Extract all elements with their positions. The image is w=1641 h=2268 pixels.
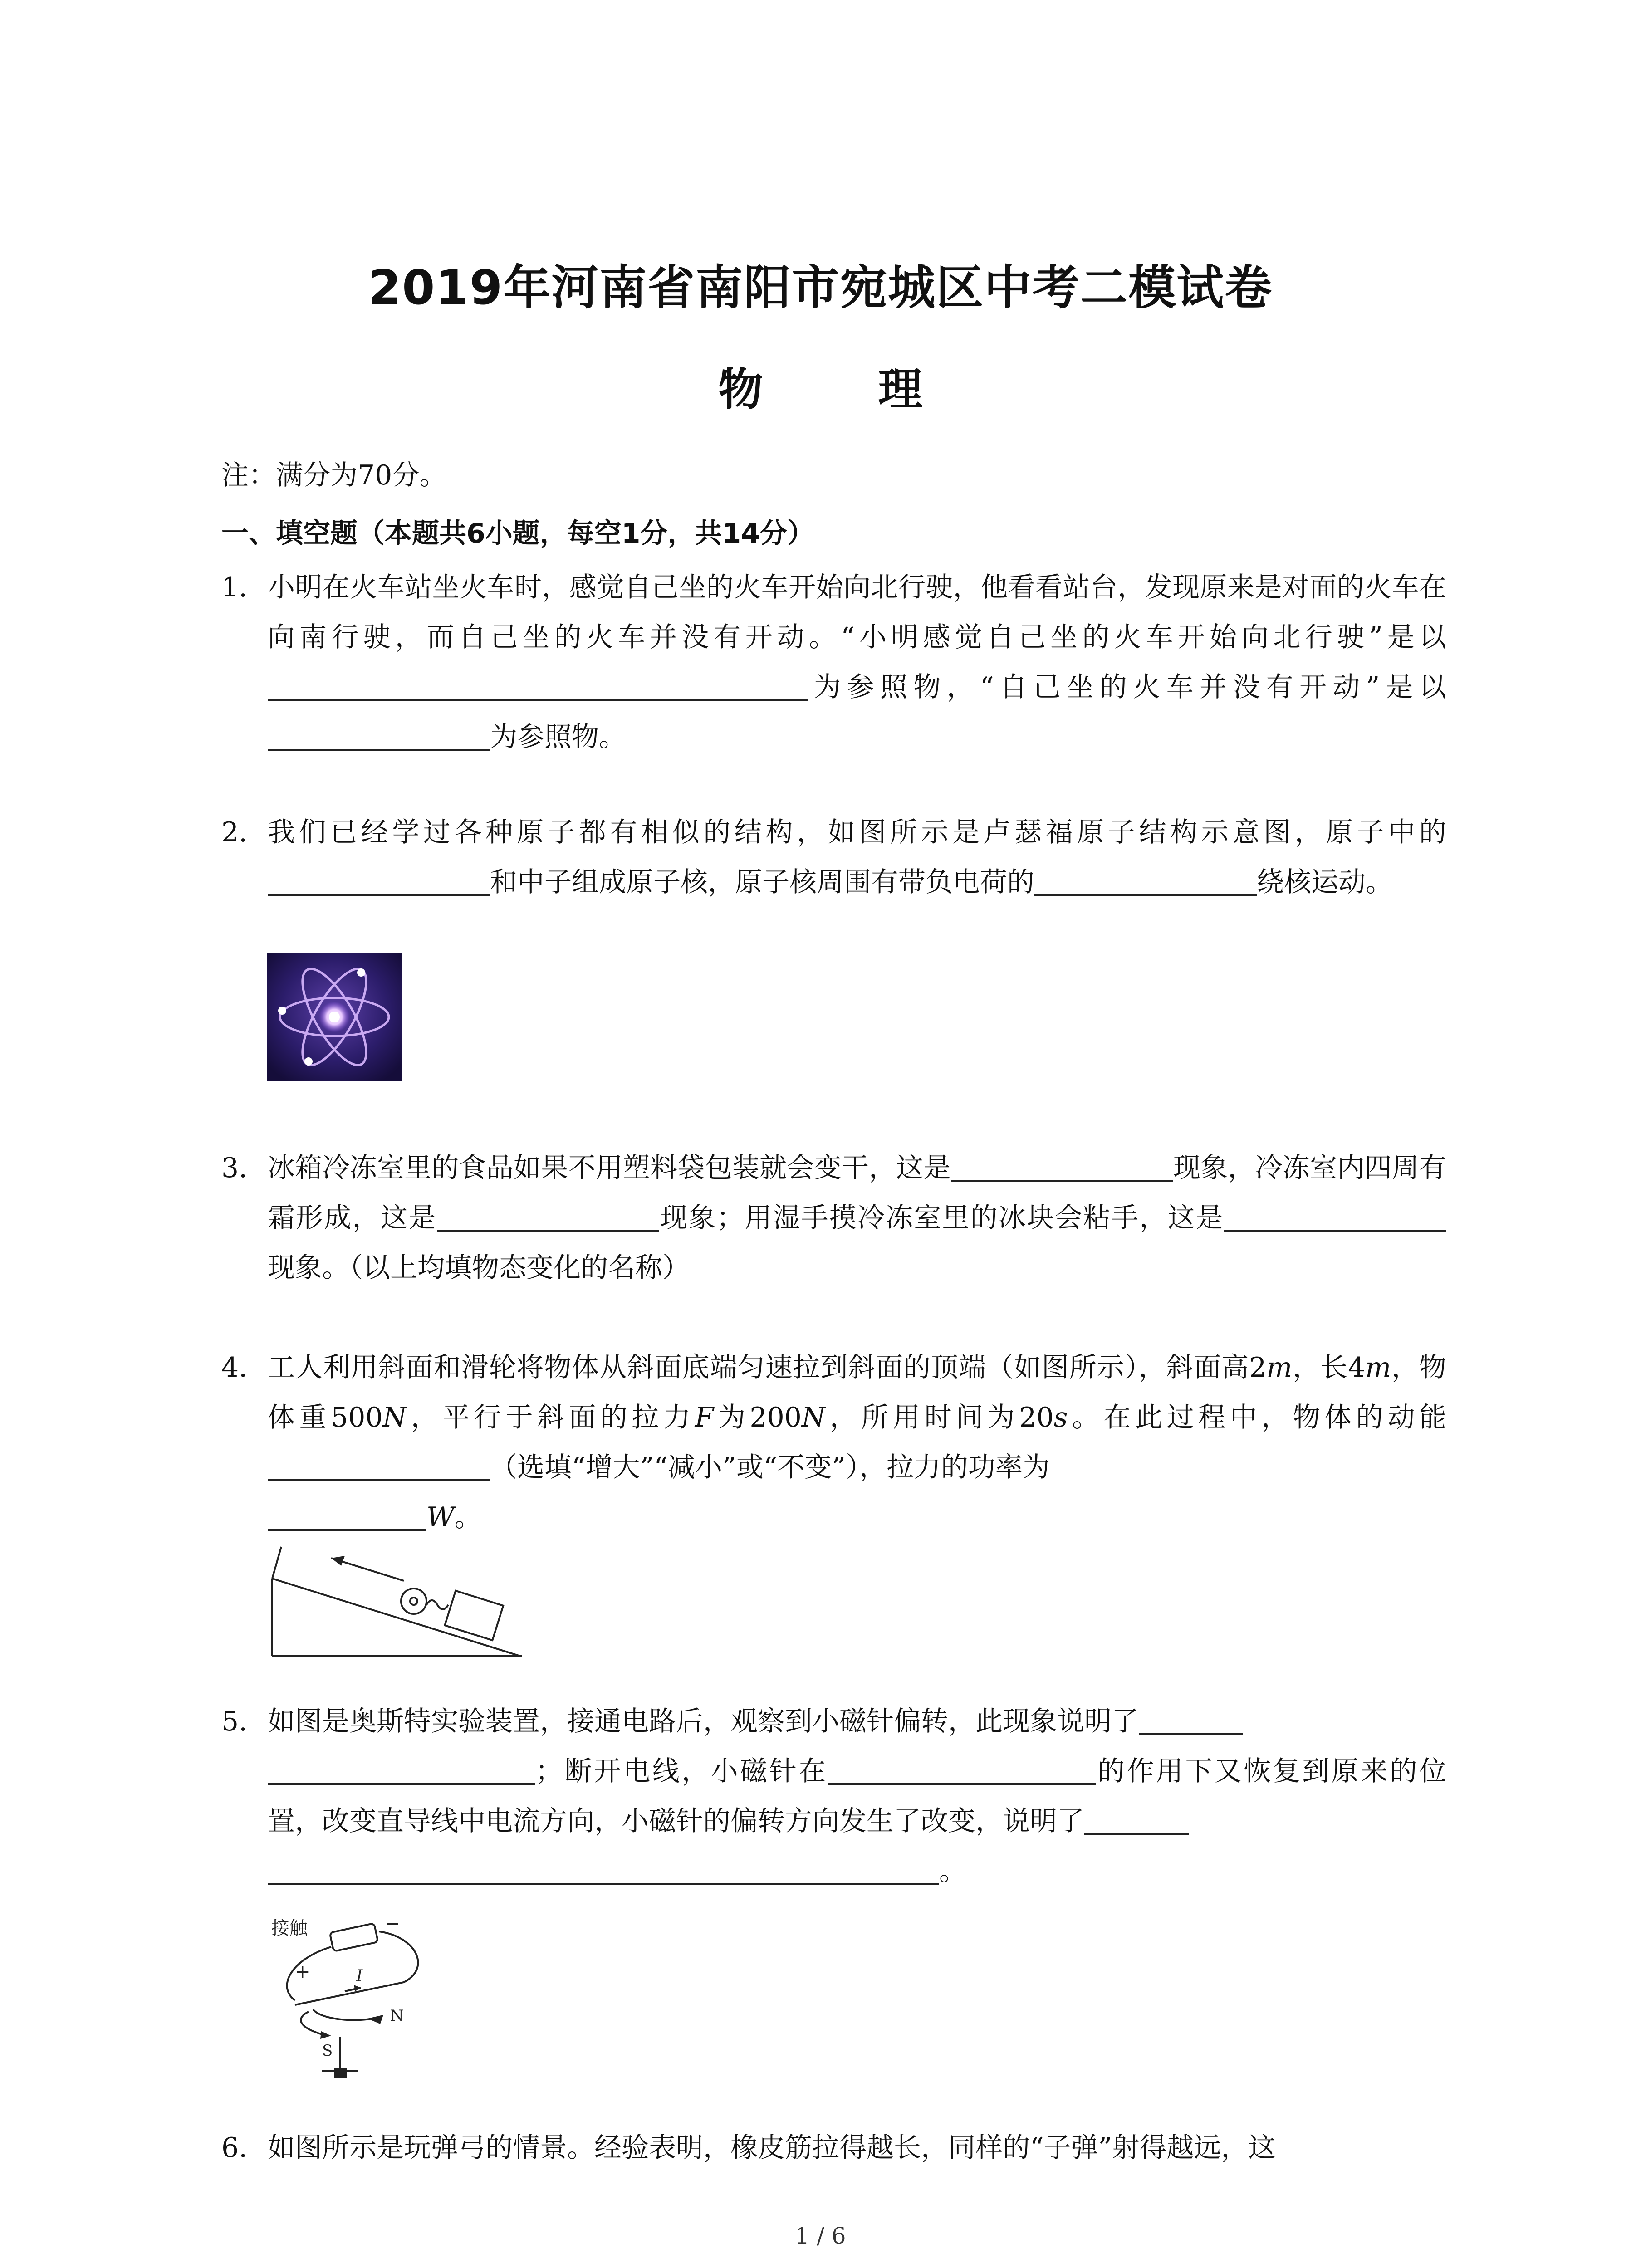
question-text: 冰箱冷冻室里的食品如果不用塑料袋包装就会变干，这是 [268, 1152, 951, 1184]
question-3 [221, 1143, 1446, 1293]
question-number: 6. [221, 2132, 248, 2164]
answer-blank[interactable] [268, 1756, 535, 1785]
south-pole-label: S [322, 2042, 333, 2060]
length-value: 4 [1348, 1352, 1366, 1383]
question-text: 现象。（以上均填物态变化的名称） [268, 1252, 690, 1284]
question-text: 为参照物，“自己坐的火车并没有开动”是以 [808, 671, 1446, 703]
question-text: 的作用下又恢复到原来的位置，改变直导线中电流方向，小磁针的偏转方向发生了改变，说明了 [268, 1755, 1447, 1837]
question-text: 如图是奥斯特实验装置，接通电路后，观察到小磁针偏转，此现象说明了 [268, 1706, 1139, 1737]
question-text: ，平行于斜面的拉力 [407, 1402, 695, 1433]
question-text: 和中子组成原子核，原子核周围有带负电荷的 [490, 866, 1034, 898]
question-text: 。在此过程中，物体的动能 [1068, 1402, 1447, 1433]
question-1 [221, 562, 1446, 762]
question-number: 2. [221, 816, 248, 848]
answer-blank[interactable] [1034, 867, 1257, 896]
contact-label: 接触 [271, 1918, 308, 1939]
force-symbol: F [695, 1402, 714, 1433]
unit-s: s [1053, 1402, 1068, 1433]
question-2 [221, 807, 1446, 907]
question-text: 绕核运动。 [1257, 866, 1393, 898]
question-number: 5. [221, 1706, 248, 1737]
question-5 [221, 1696, 1446, 1896]
current-label: I [356, 1967, 363, 1985]
answer-blank[interactable] [1139, 1706, 1243, 1735]
question-6 [221, 2123, 1446, 2173]
question-4 [221, 1343, 1446, 1542]
question-text: 现象，冷冻室内四周有霜形成，这是 [268, 1152, 1447, 1234]
question-text: ，长 [1292, 1352, 1348, 1383]
unit-m: m [1365, 1352, 1391, 1383]
question-text: 为参照物。 [490, 721, 626, 753]
question-text: 为 [714, 1402, 750, 1433]
question-text: ，物体重 [268, 1352, 1447, 1433]
subject-title: 物 理 [718, 364, 973, 415]
question-number: 1. [221, 572, 248, 603]
answer-blank[interactable] [828, 1756, 1096, 1785]
oersted-experiment-figure [268, 1914, 458, 2082]
height-value: 2 [1249, 1352, 1267, 1383]
question-text: 。 [939, 1855, 966, 1887]
question-number: 3. [221, 1152, 248, 1184]
answer-blank[interactable] [437, 1202, 659, 1232]
incline-pulley-figure [268, 1538, 531, 1665]
answer-blank[interactable] [268, 1502, 426, 1531]
unit-n: N [801, 1402, 826, 1433]
question-text: 。 [454, 1501, 482, 1533]
time-value: 20 [1019, 1402, 1054, 1433]
question-text: （选填“增大”“减小”或“不变”），拉力的功率为 [490, 1452, 1050, 1483]
north-pole-label: N [390, 2007, 404, 2025]
unit-w: W [426, 1501, 455, 1533]
negative-terminal-label: − [385, 1914, 400, 1934]
weight-value: 500 [331, 1402, 383, 1433]
answer-blank[interactable] [268, 722, 490, 751]
answer-blank[interactable] [268, 867, 490, 896]
question-text: 现象；用湿手摸冷冻室里的冰块会粘手，这是 [659, 1202, 1225, 1234]
answer-blank[interactable] [1224, 1202, 1446, 1232]
answer-blank[interactable] [268, 1856, 939, 1885]
question-text: ，所用时间为 [825, 1402, 1019, 1433]
exam-title: 2019年河南省南阳市宛城区中考二模试卷 [368, 260, 1273, 315]
unit-n: N [382, 1402, 407, 1433]
question-text: 工人利用斜面和滑轮将物体从斜面底端匀速拉到斜面的顶端（如图所示），斜面高 [268, 1352, 1249, 1383]
question-text: 小明在火车站坐火车时，感觉自己坐的火车开始向北行驶，他看看站台，发现原来是对面的火车在向南行驶，而自己坐的火车并没有开动。“小明感觉自己坐的火车开始向北行驶”是以 [268, 572, 1446, 653]
score-note: 注：满分为70分。 [221, 459, 447, 491]
question-text: 如图所示是玩弹弓的情景。经验表明，橡皮筋拉得越长，同样的“子弹”射得越远，这 [268, 2132, 1276, 2164]
question-text: ；断开电线，小磁针在 [535, 1755, 828, 1787]
atom-structure-figure [267, 953, 402, 1081]
question-number: 4. [221, 1352, 248, 1383]
question-text: 我们已经学过各种原子都有相似的结构，如图所示是卢瑟福原子结构示意图，原子中的 [268, 816, 1446, 848]
positive-terminal-label: + [295, 1961, 310, 1982]
answer-blank[interactable] [951, 1153, 1173, 1182]
answer-blank[interactable] [1084, 1806, 1189, 1835]
force-value: 200 [749, 1402, 802, 1433]
page-number: 1 / 6 [795, 2223, 846, 2249]
section-heading: 一、填空题（本题共6小题，每空1分，共14分） [221, 518, 814, 549]
unit-m: m [1266, 1352, 1293, 1383]
answer-blank[interactable] [268, 672, 808, 701]
answer-blank[interactable] [268, 1452, 490, 1481]
